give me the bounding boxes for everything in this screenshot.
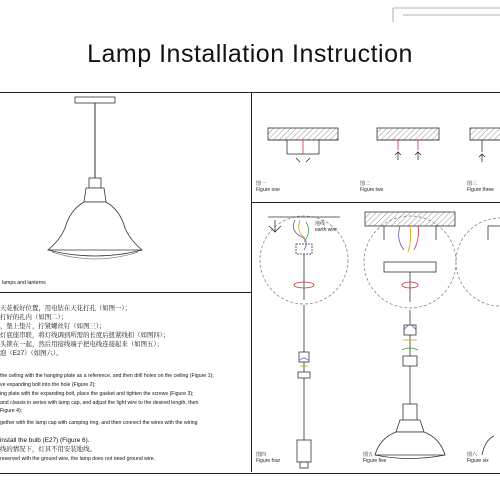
cn-step-1: 天花板好位置，用电钻在天花打孔（如图一）；: [0, 305, 132, 312]
en-step-4: and classis in series with lamp cap, and adjust the light wire to the desired length, then: [0, 400, 199, 406]
cn-step-4: 灯底座串联，将灯线调到所需的长度后扭紧线扣（如图四）；: [0, 332, 170, 339]
cn-step-6: 泡（E27）（如图六）。: [0, 350, 63, 357]
note-cn: 线的情况下，灯具不用安装地线。: [0, 446, 96, 453]
lamp-caption: lamps and lanterns: [2, 280, 46, 286]
note-en: reserved with the ground wire, the lamp does not need ground wire.: [0, 456, 156, 462]
figure-five-drawing: [364, 212, 456, 459]
figure-one-label: 图一 Figure one: [256, 181, 280, 193]
en-step-4b: Figure 4);: [0, 408, 23, 414]
earth-wire-label: 地线 earth wire: [315, 221, 337, 233]
pendant-lamp-illustration: [48, 97, 142, 259]
cn-step-3: ，垫上垫片，拧紧螺丝钉（如图三）；: [0, 323, 106, 330]
figure-two-drawing: [377, 128, 439, 160]
en-step-2: ve expanding bolt into the hole (Figure 2);: [0, 382, 96, 388]
figure-five-label: 图五 Figure five: [363, 452, 387, 464]
cn-step-2: 打好的孔内（如图二）；: [0, 314, 68, 321]
figure-six-label: 图六 Figure six: [467, 452, 489, 464]
figure-three-label: 图三 Figure three: [467, 181, 494, 193]
en-step-6: install the bulb (E27) (Figure 6).: [0, 437, 90, 444]
cn-step-5: 头锁在一起，然后用接线端子把电线连接起来（如图五）；: [0, 341, 163, 348]
en-step-1: the ceiling with the hanging plate as a reference, and then drill holes on the ceiling (Figure 1);: [0, 373, 214, 379]
page-title: Lamp Installation Instruction: [87, 40, 413, 68]
en-step-5: gether with the lamp cap with camping ring, and then connect the wires with the wiring: [0, 420, 198, 426]
figure-one-drawing: [268, 128, 338, 162]
en-step-3: ing plate with the expanding bolt, place the gasket and tighten the screws (Figure 3);: [0, 391, 194, 397]
figure-three-drawing: [470, 128, 500, 162]
figure-four-drawing: [260, 216, 348, 468]
figure-four-label: 图四 Figure four: [256, 452, 281, 464]
figure-six-drawing: [456, 218, 500, 455]
figure-two-label: 图二 Figure two: [360, 181, 384, 193]
